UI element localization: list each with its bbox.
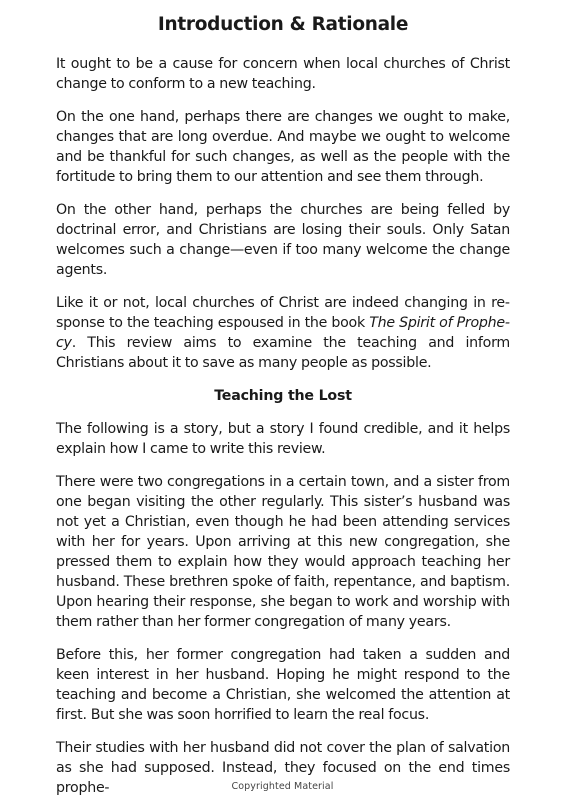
paragraph: [56, 293, 510, 373]
subsection-title: Teaching the Lost: [214, 388, 352, 404]
section-title: Introduction & Rationale: [157, 14, 409, 35]
paragraph-text: Like it or not, local churches of Christ are indeed changing in response to the teaching espoused in the book: [56, 295, 510, 331]
paragraph-text: . This review aims to examine the teaching and inform Christians about it to save as many people as possible.: [56, 335, 510, 371]
paragraph: On the other hand, perhaps the churches are being felled by doctrinal error, and Christians are losing their souls. Only Satan welcomes such a change—even if too many welcome the change agents.: [56, 202, 510, 278]
paragraph: There were two congregations in a certain town, and a sister from one began visiting the other regularly. This sister’s husband was not yet a Christian, even though he had been attending services with her for years. Upon arriving at this new congregation, she pressed them to explain how they would approach teaching her husband. These brethren spoke of faith, repentance, and baptism. Upon hearing their response, she began to work and worship with them rather than her former congregation of many years.: [56, 474, 510, 630]
book-title: The Spirit of Prophecy: [56, 315, 510, 351]
paragraph: On the one hand, perhaps there are changes we ought to make, changes that are long overdue. And maybe we ought to welcome and be thankful for such changes, as well as the people with the fortitude to bring them to our attention and see them through.: [56, 109, 510, 185]
paragraph: Before this, her former congregation had taken a sudden and keen interest in her husband. Hoping he might respond to the teaching and become a Christian, she welcomed the attention at first. But she was soon horrified to learn the real focus.: [56, 647, 510, 723]
copyright-footer: Copyrighted Material: [231, 781, 334, 792]
page-content: [56, 12, 510, 811]
paragraph: It ought to be a cause for concern when local churches of Christ change to conform to a new teaching.: [56, 56, 510, 92]
paragraph: The following is a story, but a story I found credible, and it helps explain how I came to write this review.: [56, 421, 510, 457]
paragraph: Their studies with her husband did not cover the plan of salvation as she had supposed. Instead, they focused on the end times prophe-: [56, 740, 510, 796]
